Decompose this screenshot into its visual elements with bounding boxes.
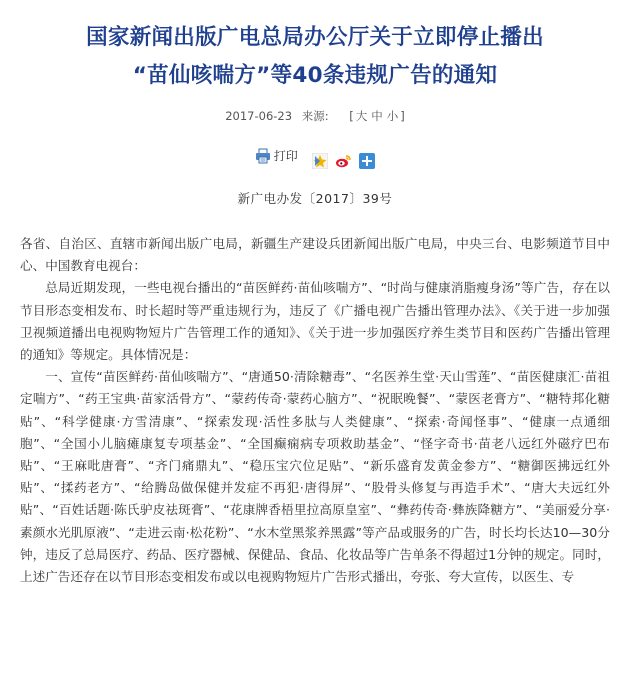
share-toolbar bbox=[0, 145, 630, 167]
publish-date: 2017-06-23 bbox=[225, 109, 293, 123]
article-body bbox=[0, 233, 630, 588]
qzone-icon[interactable] bbox=[312, 153, 328, 169]
size-bracket-open: [ bbox=[349, 109, 354, 123]
paragraph-1: 总局近期发现，一些电视台播出的“苗医鲜药·苗仙咳喘方”、“时尚与健康消脂瘦身汤”等广告，存在以节目形态变相发布、时长超时等严重违规行为，违反了《广播电视广告播出管理办法》、《关于进一步加强卫视频道播出电视购物短片广告管理工作的通知》、《关于进一步加强医疗养生类节目和医药广告播出管理的通知》等规定。具体情况是： bbox=[20, 280, 610, 363]
article-meta bbox=[0, 107, 630, 125]
plus-share-icon[interactable] bbox=[359, 153, 375, 169]
document-number: 新广电办发〔2017〕39号 bbox=[237, 191, 393, 206]
article-title bbox=[0, 19, 630, 95]
font-size-large-link[interactable]: 大 bbox=[355, 109, 368, 123]
size-bracket-close: ] bbox=[400, 109, 405, 123]
print-label: 打印 bbox=[273, 149, 298, 163]
print-icon bbox=[255, 148, 271, 164]
title-line-1: 国家新闻出版广电总局办公厅关于立即停止播出 bbox=[86, 25, 544, 50]
source-label: 来源: bbox=[301, 109, 329, 123]
paragraph-2: 一、宣传“苗医鲜药·苗仙咳喘方”、“唐通50·清除糖毒”、“名医养生堂·天山雪莲”、“苗医健康汇·苗祖定喘方”、“药王宝典·苗家活骨方”、“蒙药传奇·蒙药心脑方”、“祝眠晚餐”、“蒙医老膏方”、“糖特邦化糖贴”、“科学健康·方雪清康”、“探索发现·活性多肽与人类健康”、“探索·奇闻怪事”、“健康一点通细胞”、“全国小儿脑瘫康复专项基金”、“全国癫痫病专项救助基金”、“怪字奇书·苗老八远红外磁疗巴布贴”、“王麻吡唐膏”、“齐门痛鼎丸”、“稳压宝穴位足贴”、“新乐盛育发黄金参方”、“糖御医拂远红外贴”、“揉药老方”、“给腾岛做保健并发症不再犯·唐得屏”、“股骨头修复与再造手术”、“唐大夫远红外贴”、“百姓话题·陈氏驴皮祛斑膏”、“花康牌香梧里拉高原皇室”、“彝药传奇·彝族降糖方”、“美丽爱分享·素颜水光肌原液”、“走进云南·松花粉”、“水木堂黑浆养黑露”等产品或服务的广告，时长均长达10—30分钟，违反了总局医疗、药品、医疗器械、保健品、食品、化妆品等广告单条不得超过1分钟的规定。同时，上述广告还存在以节目形态变相发布或以电视购物短片广告形式播出，夸张、夸大宣传，以医生、专 bbox=[20, 369, 610, 585]
salutation: 各省、自治区、直辖市新闻出版广电局，新疆生产建设兵团新闻出版广电局，中央三台、电影频道节目中心、中国教育电视台： bbox=[20, 236, 610, 274]
print-button[interactable] bbox=[255, 145, 298, 167]
font-size-medium-link[interactable]: 中 bbox=[371, 109, 383, 123]
weibo-icon[interactable] bbox=[335, 153, 351, 169]
title-line-2: “苗仙咳喘方”等40条违规广告的通知 bbox=[132, 63, 498, 88]
font-size-small-link[interactable]: 小 bbox=[386, 109, 399, 123]
